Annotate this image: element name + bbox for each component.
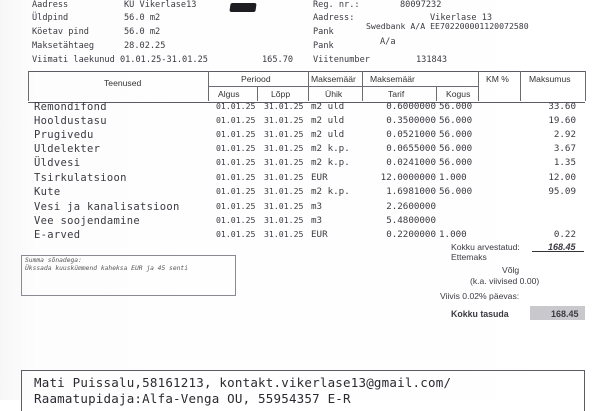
- quantity: 56.000: [439, 157, 473, 168]
- contact-line-1: Mati Puissalu,58161213, kontakt.vikerlase13@gmail.com/: [34, 375, 452, 390]
- service-name: Tsirkulatsioon: [34, 172, 127, 184]
- tariff: 0.6000000: [386, 101, 436, 112]
- total-area-value: 56.0 m2: [124, 13, 161, 23]
- quantity: 1.000: [439, 172, 467, 183]
- reg-nr-label: Reg. nr.:: [313, 0, 360, 10]
- start-date: 01.01.25: [216, 229, 256, 239]
- end-date: 31.01.25: [264, 143, 304, 153]
- contact-line-2: Raamatupidaja:Alfa-Venga OU, 55954357 E-R: [34, 391, 351, 406]
- start-date: 01.01.25: [216, 101, 256, 111]
- end-date: 31.01.25: [264, 215, 304, 225]
- start-date: 01.01.25: [216, 129, 256, 139]
- unit: EUR: [311, 172, 328, 183]
- end-date: 31.01.25: [264, 129, 304, 139]
- ettemaks-label: Ettemaks: [451, 252, 487, 262]
- table-row: [0, 115, 600, 128]
- table-row: [0, 129, 600, 142]
- table-row: [0, 101, 600, 114]
- quantity: 56.000: [439, 186, 473, 197]
- unit: m2 uld: [311, 129, 345, 140]
- sum-in-words-label: Summa sõnadega:: [25, 257, 82, 264]
- company-address-value: Vikerlase 13: [430, 13, 493, 23]
- table-row: [0, 157, 600, 170]
- service-name: Vesi ja kanalisatsioon: [34, 201, 180, 213]
- col-kogus: Kogus: [446, 89, 471, 99]
- tariff: 1.6981000: [386, 186, 436, 197]
- due-date-value: 28.02.25: [124, 41, 166, 51]
- reg-nr-value: 80097232: [400, 0, 442, 10]
- total-area-label: Üldpind: [32, 13, 69, 23]
- sum-in-words-text: Ükssada kuuskümmend kaheksa EUR ja 45 senti: [25, 265, 189, 272]
- start-date: 01.01.25: [216, 143, 256, 153]
- col-algus: Algus: [218, 89, 240, 99]
- service-name: Prugivedu: [34, 129, 94, 141]
- amount: 1.35: [553, 157, 576, 168]
- amount: 3.67: [553, 143, 576, 154]
- bank-label-2: Pank: [313, 41, 334, 51]
- quantity: 56.000: [439, 115, 473, 126]
- reference-number-value: 131843: [416, 55, 448, 65]
- heated-area-label: Köetav pind: [32, 27, 89, 37]
- col-uhik: Ühik: [325, 89, 343, 99]
- col-maksemaar-2: Maksemäär: [370, 74, 415, 84]
- end-date: 31.01.25: [264, 157, 304, 167]
- end-date: 31.01.25: [264, 229, 304, 239]
- kokku-value: 168.45: [548, 242, 576, 252]
- company-address-label: Aadress:: [313, 13, 355, 23]
- unit: m2 k.p.: [311, 143, 350, 154]
- due-date-label: Maksetähtaeg: [32, 41, 95, 51]
- unit: m3: [311, 215, 323, 226]
- tariff: 0.2200000: [386, 229, 436, 240]
- col-maksemaar-1: Maksemäär: [311, 74, 356, 84]
- col-tarif: Tarif: [388, 89, 405, 99]
- address-value: KU Vikerlase13: [124, 0, 197, 10]
- tariff: 0.0241000: [386, 157, 436, 168]
- service-name: Hooldustasu: [34, 115, 107, 127]
- reference-number-label: Viitenumber: [313, 55, 370, 65]
- unit: m2 uld: [311, 101, 345, 112]
- start-date: 01.01.25: [216, 115, 256, 125]
- service-name: Remondifond: [34, 101, 107, 113]
- table-row: [0, 215, 600, 228]
- service-name: Kute: [34, 186, 61, 198]
- service-name: Uldelekter: [34, 143, 101, 155]
- heated-area-value: 56.0 m2: [124, 27, 161, 37]
- volg-sub: (k.a. viivised 0.00): [470, 276, 540, 286]
- kokku-label: Kokku arvestatud:: [451, 242, 520, 252]
- unit: m2 k.p.: [311, 157, 350, 168]
- amount: 19.60: [548, 115, 576, 126]
- amount: 33.60: [548, 101, 576, 112]
- end-date: 31.01.25: [264, 201, 304, 211]
- end-date: 31.01.25: [264, 115, 304, 125]
- table-row: [0, 201, 600, 214]
- last-payment-label: Viimati laekunud 01.01.25-31.01.25: [32, 55, 208, 65]
- unit: EUR: [311, 229, 328, 240]
- quantity: 56.000: [439, 129, 473, 140]
- tariff: 0.0655000: [386, 143, 436, 154]
- quantity: 56.000: [439, 101, 473, 112]
- bank-value-2: A/a: [380, 37, 396, 47]
- amount: 95.09: [548, 186, 576, 197]
- address-label: Aadress: [32, 0, 69, 10]
- col-maksumus: Maksumus: [529, 74, 571, 84]
- amount: 0.22: [553, 229, 576, 240]
- amount: 12.00: [548, 172, 576, 183]
- bank-label-1: Pank: [313, 27, 334, 37]
- tariff: 2.2600000: [386, 201, 436, 212]
- service-name: Vee soojendamine: [34, 215, 140, 227]
- quantity: 56.000: [439, 143, 473, 154]
- start-date: 01.01.25: [216, 201, 256, 211]
- table-row: [0, 143, 600, 156]
- tasuda-value: 168.45: [551, 309, 579, 319]
- volg-label: Võlg: [502, 265, 520, 275]
- tariff: 0.3500000: [386, 115, 436, 126]
- unit: m2 k.p.: [311, 186, 350, 197]
- tariff: 12.0000000: [380, 172, 436, 183]
- start-date: 01.01.25: [216, 215, 256, 225]
- tariff: 0.0521000: [386, 129, 436, 140]
- viivis-label: Viivis 0.02% päevas:: [440, 291, 520, 301]
- amount: 2.92: [553, 129, 576, 140]
- col-periood: Periood: [241, 74, 271, 84]
- tariff: 5.4800000: [386, 215, 436, 226]
- col-teenused: Teenused: [104, 78, 142, 88]
- end-date: 31.01.25: [264, 172, 304, 182]
- start-date: 01.01.25: [216, 172, 256, 182]
- col-lopp: Lõpp: [271, 89, 291, 99]
- end-date: 31.01.25: [264, 101, 304, 111]
- start-date: 01.01.25: [216, 186, 256, 196]
- last-payment-value: 165.70: [262, 55, 294, 65]
- unit: m3: [311, 201, 323, 212]
- start-date: 01.01.25: [216, 157, 256, 167]
- unit: m2 uld: [311, 115, 345, 126]
- quantity: 1.000: [439, 229, 467, 240]
- tasuda-label: Kokku tasuda: [451, 309, 509, 319]
- service-name: E-arved: [34, 229, 81, 241]
- col-km: KM %: [486, 74, 509, 84]
- end-date: 31.01.25: [264, 186, 304, 196]
- bank-value-1: Swedbank A/A EE702200001120072580: [366, 21, 529, 31]
- table-row: [0, 186, 600, 199]
- table-row: [0, 229, 600, 242]
- redaction-mark: [229, 3, 256, 12]
- service-name: Üldvesi: [34, 157, 81, 169]
- table-row: [0, 172, 600, 185]
